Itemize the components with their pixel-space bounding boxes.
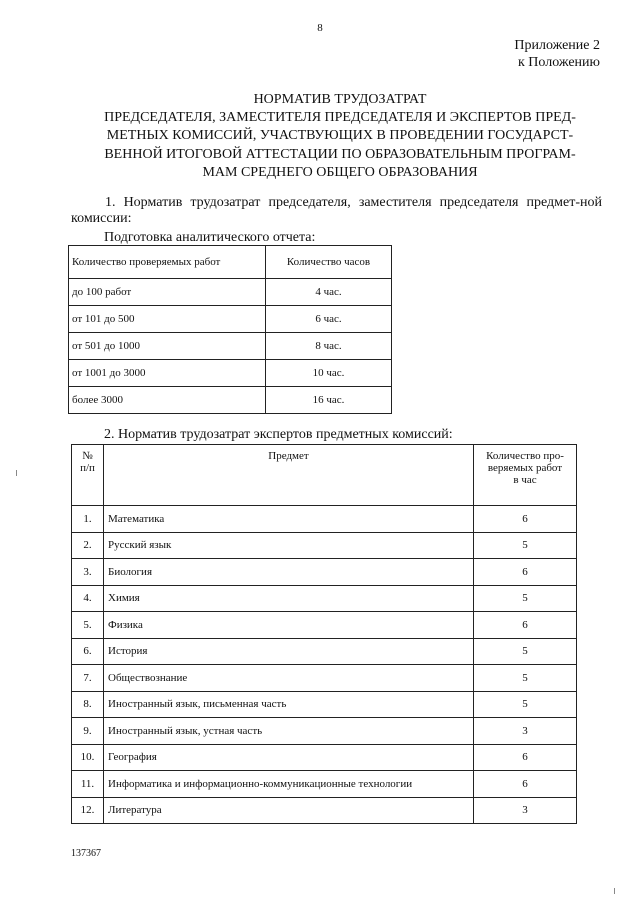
title-line-1: НОРМАТИВ ТРУДОЗАТРАТ — [253, 92, 427, 107]
table-row — [72, 638, 577, 665]
column-header-subject: Предмет — [104, 445, 474, 506]
section-1-subtitle: Подготовка аналитического отчета: — [104, 230, 316, 245]
subject-cell: Обществознание — [104, 665, 474, 692]
works-per-hour-cell: 5 — [474, 691, 577, 718]
hours-cell: 6 час. — [266, 306, 392, 333]
table-row — [72, 744, 577, 771]
table-row — [72, 797, 577, 824]
header-line: п/п — [80, 462, 95, 474]
header-line: № — [82, 450, 93, 462]
works-per-hour-cell: 6 — [474, 506, 577, 533]
column-header-hours — [474, 445, 577, 506]
subject-cell: Биология — [104, 559, 474, 586]
works-count-cell: более 3000 — [69, 387, 266, 414]
document-title — [60, 91, 620, 182]
table-row — [72, 665, 577, 692]
table-row — [72, 718, 577, 745]
hours-cell: 10 час. — [266, 360, 392, 387]
header-line: веряемых работ — [487, 462, 563, 474]
works-count-cell: от 101 до 500 — [69, 306, 266, 333]
table-row — [69, 387, 392, 414]
row-number: 8. — [72, 691, 104, 718]
section-1-text: 1. Норматив трудозатрат председателя, заместителя председателя предмет-ной комиссии: — [71, 195, 602, 226]
subject-cell: Информатика и информационно-коммуникационные технологии — [104, 771, 474, 798]
document-code: 137367 — [71, 848, 101, 859]
works-per-hour-cell: 5 — [474, 665, 577, 692]
subject-cell: Иностранный язык, устная часть — [104, 718, 474, 745]
row-number: 6. — [72, 638, 104, 665]
subject-cell: Иностранный язык, письменная часть — [104, 691, 474, 718]
scan-mark — [16, 470, 17, 476]
row-number: 10. — [72, 744, 104, 771]
works-per-hour-cell: 3 — [474, 797, 577, 824]
table-row — [69, 279, 392, 306]
row-number: 3. — [72, 559, 104, 586]
title-line-3: МЕТНЫХ КОМИССИЙ, УЧАСТВУЮЩИХ В ПРОВЕДЕНИИ ГОСУДАРСТ- — [106, 128, 574, 144]
row-number: 7. — [72, 665, 104, 692]
table-row — [72, 771, 577, 798]
experts-norms-table — [71, 444, 577, 824]
hours-cell: 4 час. — [266, 279, 392, 306]
header-line: Количество про- — [486, 450, 564, 462]
table-row — [69, 333, 392, 360]
works-per-hour-cell: 5 — [474, 638, 577, 665]
column-header: Количество проверяемых работ — [69, 246, 266, 279]
row-number: 2. — [72, 532, 104, 559]
works-count-cell: до 100 работ — [69, 279, 266, 306]
works-per-hour-cell: 3 — [474, 718, 577, 745]
works-per-hour-cell: 5 — [474, 532, 577, 559]
table-row — [72, 559, 577, 586]
column-header: Количество часов — [266, 246, 392, 279]
works-count-cell: от 501 до 1000 — [69, 333, 266, 360]
hours-cell: 16 час. — [266, 387, 392, 414]
subject-cell: Физика — [104, 612, 474, 639]
table-row — [72, 585, 577, 612]
row-number: 11. — [72, 771, 104, 798]
table-row — [72, 612, 577, 639]
table-row — [69, 360, 392, 387]
subject-cell: Математика — [104, 506, 474, 533]
appendix-line-1: Приложение 2 — [514, 38, 600, 53]
works-per-hour-cell: 6 — [474, 559, 577, 586]
subject-cell: Химия — [104, 585, 474, 612]
table-row — [72, 691, 577, 718]
hours-cell: 8 час. — [266, 333, 392, 360]
row-number: 9. — [72, 718, 104, 745]
scan-mark — [614, 888, 615, 894]
report-hours-table — [68, 245, 392, 414]
title-line-2: ПРЕДСЕДАТЕЛЯ, ЗАМЕСТИТЕЛЯ ПРЕДСЕДАТЕЛЯ И ЭКСПЕРТОВ ПРЕД- — [104, 110, 576, 126]
table-row — [72, 532, 577, 559]
title-line-5: МАМ СРЕДНЕГО ОБЩЕГО ОБРАЗОВАНИЯ — [202, 164, 478, 180]
page-number: 8 — [317, 22, 323, 34]
header-line: в час — [513, 474, 537, 486]
row-number: 12. — [72, 797, 104, 824]
table-header-row — [69, 246, 392, 279]
section-2-text: 2. Норматив трудозатрат экспертов предметных комиссий: — [104, 427, 453, 442]
works-per-hour-cell: 5 — [474, 585, 577, 612]
table-row — [72, 506, 577, 533]
subject-cell: Русский язык — [104, 532, 474, 559]
column-header-number — [72, 445, 104, 506]
row-number: 5. — [72, 612, 104, 639]
table-row — [69, 306, 392, 333]
works-per-hour-cell: 6 — [474, 612, 577, 639]
title-line-4: ВЕННОЙ ИТОГОВОЙ АТТЕСТАЦИИ ПО ОБРАЗОВАТЕЛЬНЫМ ПРОГРАМ- — [104, 146, 576, 162]
subject-cell: Литература — [104, 797, 474, 824]
subject-cell: История — [104, 638, 474, 665]
works-per-hour-cell: 6 — [474, 771, 577, 798]
works-per-hour-cell: 6 — [474, 744, 577, 771]
appendix-label — [514, 37, 600, 71]
table-header-row — [72, 445, 577, 506]
row-number: 4. — [72, 585, 104, 612]
appendix-line-2: к Положению — [517, 55, 600, 70]
subject-cell: География — [104, 744, 474, 771]
works-count-cell: от 1001 до 3000 — [69, 360, 266, 387]
row-number: 1. — [72, 506, 104, 533]
